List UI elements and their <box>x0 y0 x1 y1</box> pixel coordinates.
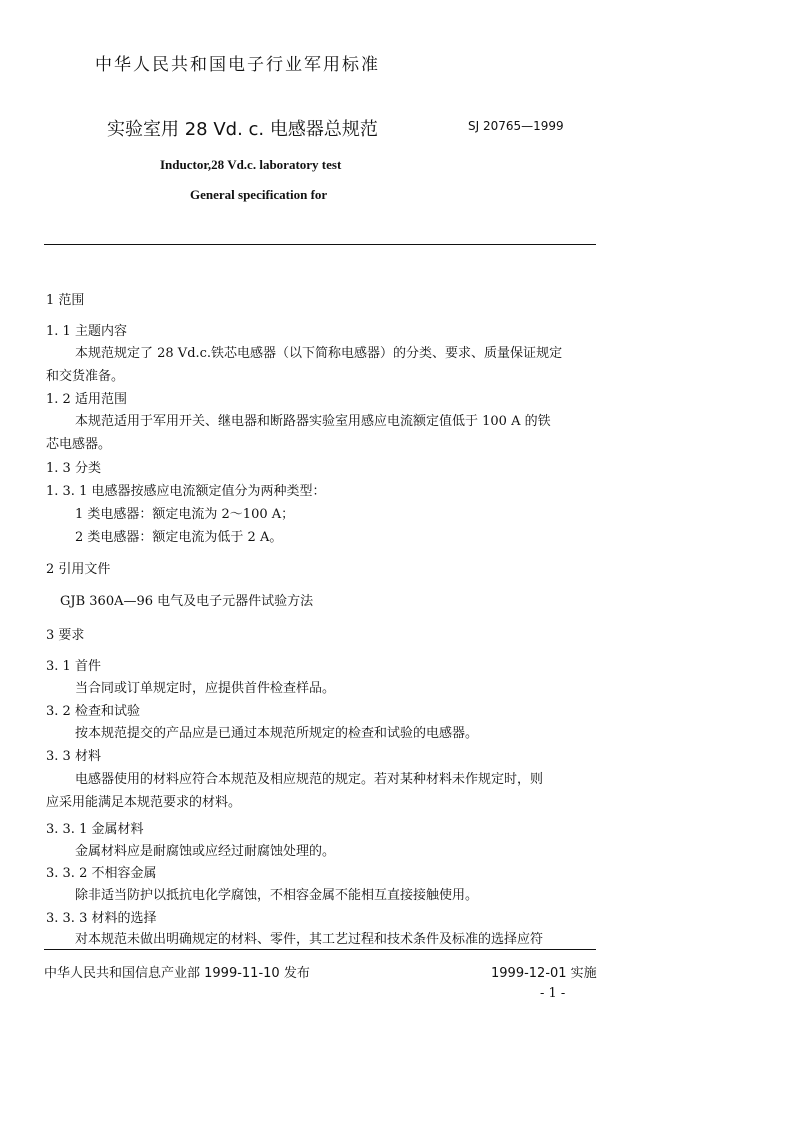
section-1-2-heading: 1. 2 适用范围 <box>46 392 127 407</box>
section-1-1-para-line1: 本规范规定了 28 Vd.c.铁芯电感器（以下简称电感器）的分类、要求、质量保证规定 <box>75 346 563 361</box>
section-3-3-1-heading: 3. 3. 1 金属材料 <box>46 822 144 837</box>
section-1-2-para-line2: 芯电感器。 <box>46 437 112 452</box>
section-3-3-heading: 3. 3 材料 <box>46 749 101 764</box>
section-3-2-para: 按本规范提交的产品应是已通过本规范所规定的检查和试验的电感器。 <box>75 726 479 741</box>
class-1-item: 1 类电感器：额定电流为 2～100 A； <box>75 507 295 522</box>
org-standard-title: 中华人民共和国电子行业军用标准 <box>95 55 380 75</box>
footer-divider <box>44 949 596 950</box>
section-2-heading: 2 引用文件 <box>46 562 111 577</box>
standard-code: SJ 20765—1999 <box>468 119 564 133</box>
document-title-en-line2: General specification for <box>190 187 328 202</box>
section-3-heading: 3 要求 <box>46 628 85 643</box>
section-1-1-para-line2: 和交货准备。 <box>46 369 125 384</box>
effective-date: 1999-12-01 实施 <box>491 966 597 981</box>
section-1-heading: 1 范围 <box>46 293 85 308</box>
section-3-3-3-heading: 3. 3. 3 材料的选择 <box>46 911 157 926</box>
document-title-en-line1: Inductor,28 Vd.c. laboratory test <box>160 157 342 172</box>
section-3-3-3-para: 对本规范未做出明确规定的材料、零件，其工艺过程和技术条件及标准的选择应符 <box>75 932 544 947</box>
class-2-item: 2 类电感器：额定电流为低于 2 A。 <box>75 530 283 545</box>
section-1-3-heading: 1. 3 分类 <box>46 461 101 476</box>
section-1-3-1-heading: 1. 3. 1 电感器按感应电流额定值分为两种类型： <box>46 484 326 499</box>
document-title-cn: 实验室用 28 Vd. c. 电感器总规范 <box>107 119 378 140</box>
section-3-3-2-heading: 3. 3. 2 不相容金属 <box>46 866 157 881</box>
section-3-1-heading: 3. 1 首件 <box>46 659 101 674</box>
header-divider <box>44 244 596 245</box>
reference-document-item: GJB 360A—96 电气及电子元器件试验方法 <box>60 594 314 609</box>
section-3-1-para: 当合同或订单规定时，应提供首件检查样品。 <box>75 681 336 696</box>
section-3-3-para-line1: 电感器使用的材料应符合本规范及相应规范的规定。若对某种材料未作规定时，则 <box>75 772 544 787</box>
section-3-2-heading: 3. 2 检查和试验 <box>46 704 140 719</box>
section-1-2-para-line1: 本规范适用于军用开关、继电器和断路器实验室用感应电流额定值低于 100 A 的铁 <box>75 414 551 429</box>
section-3-3-2-para: 除非适当防护以抵抗电化学腐蚀，不相容金属不能相互直接接触使用。 <box>75 888 479 903</box>
issue-info: 中华人民共和国信息产业部 1999-11-10 发布 <box>44 966 310 981</box>
section-3-3-1-para: 金属材料应是耐腐蚀或应经过耐腐蚀处理的。 <box>75 844 336 859</box>
page-number: - 1 - <box>540 986 566 1001</box>
section-3-3-para-line2: 应采用能满足本规范要求的材料。 <box>46 795 242 810</box>
section-1-1-heading: 1. 1 主题内容 <box>46 324 127 339</box>
